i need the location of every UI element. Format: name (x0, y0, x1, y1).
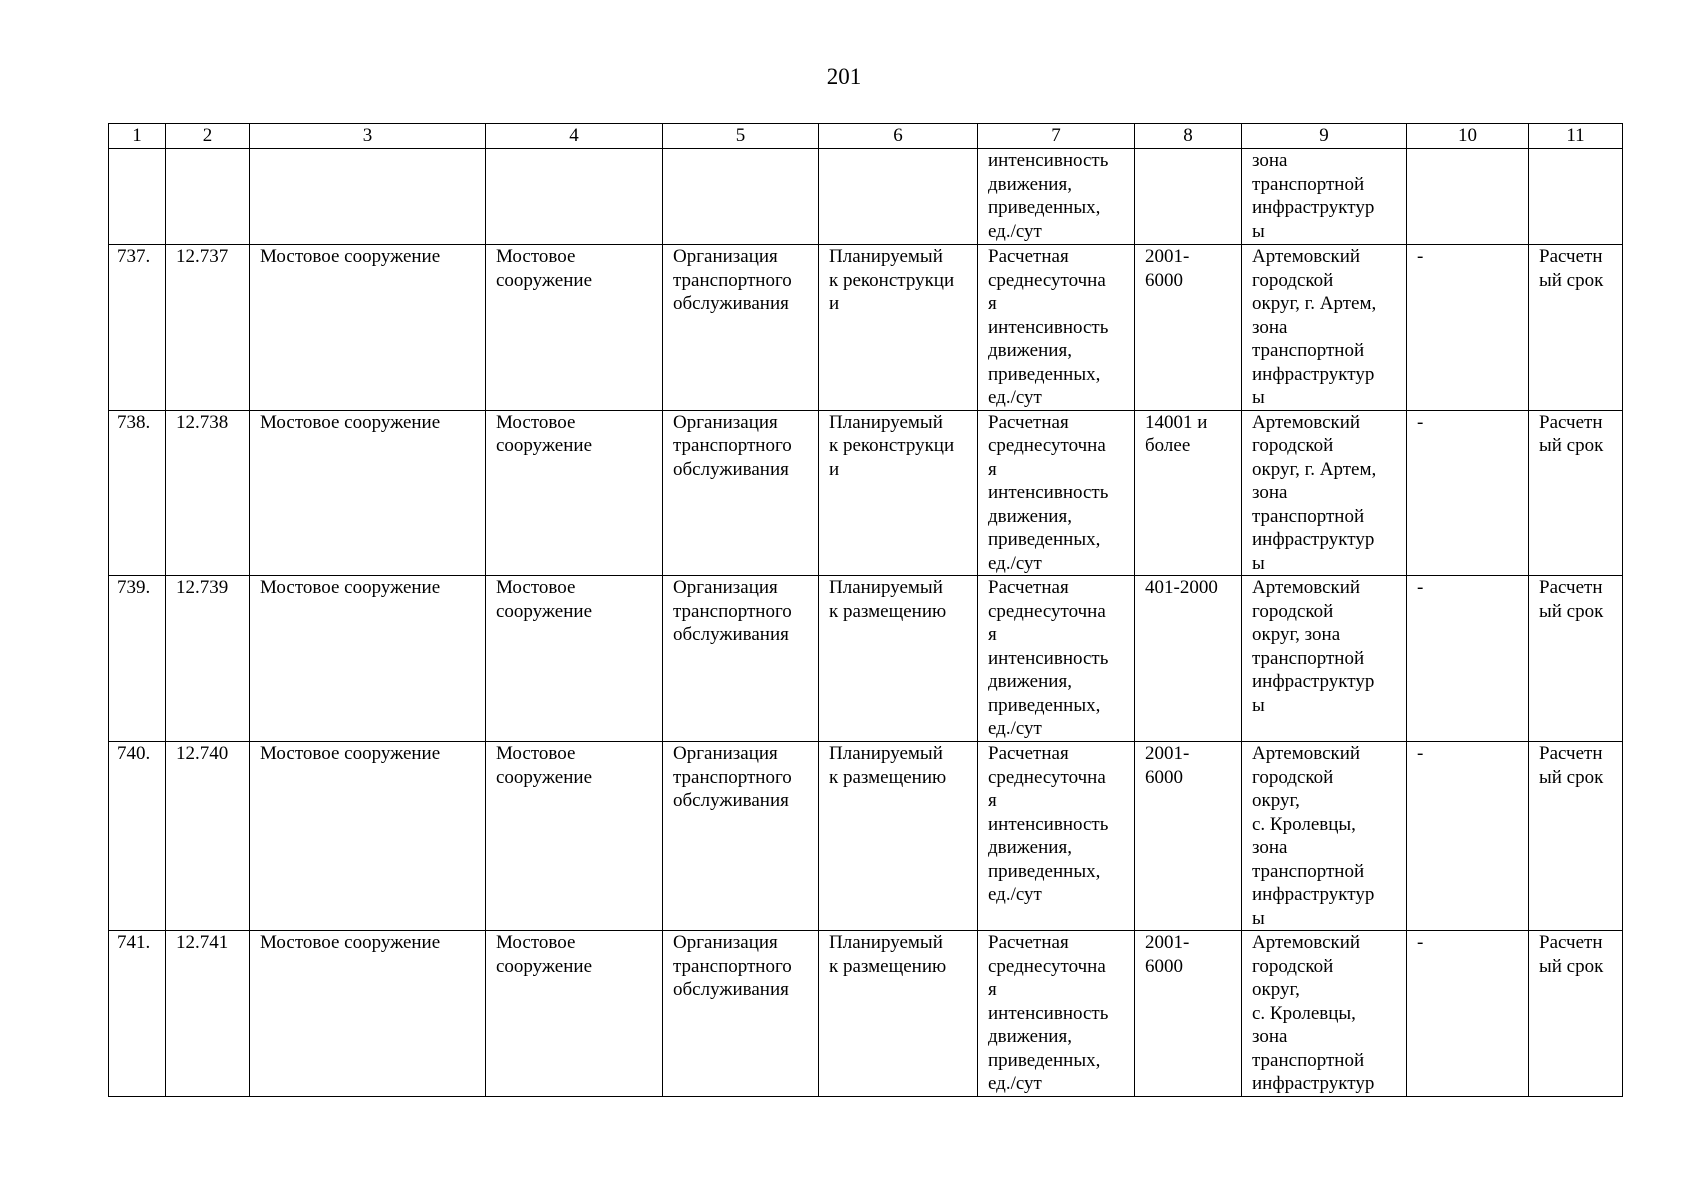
cell-value (1135, 149, 1242, 245)
cell-purpose: Организация транспортного обслуживания (663, 931, 819, 1097)
cell-type: Мостовое сооружение (486, 576, 663, 742)
cell-location: зона транспортной инфраструктур ы (1242, 149, 1407, 245)
cell-location: Артемовский городской округ, с. Кролевцы, зона транспортной инфраструктур ы (1242, 742, 1407, 931)
cell-type: Мостовое сооружение (486, 245, 663, 411)
cell-term (1529, 149, 1623, 245)
cell-number: 740. (109, 742, 166, 931)
cell-location: Артемовский городской округ, зона транспортной инфраструктур ы (1242, 576, 1407, 742)
column-header-9: 9 (1242, 124, 1407, 149)
cell-location: Артемовский городской округ, г. Артем, зона транспортной инфраструктур ы (1242, 245, 1407, 411)
cell-name: Мостовое сооружение (250, 742, 486, 931)
column-header-7: 7 (978, 124, 1135, 149)
table-row (109, 410, 1623, 576)
page-number: 201 (826, 64, 862, 89)
cell-status: Планируемый к размещению (819, 742, 978, 931)
cell-code: 12.740 (166, 742, 250, 931)
table-row (109, 576, 1623, 742)
cell-value: 2001- 6000 (1135, 245, 1242, 411)
cell-code: 12.738 (166, 410, 250, 576)
cell-code: 12.739 (166, 576, 250, 742)
cell-term: Расчетн ый срок (1529, 410, 1623, 576)
cell-status: Планируемый к размещению (819, 931, 978, 1097)
cell-zone (1407, 149, 1529, 245)
cell-status: Планируемый к реконструкци и (819, 245, 978, 411)
cell-name: Мостовое сооружение (250, 576, 486, 742)
cell-zone: - (1407, 245, 1529, 411)
cell-type: Мостовое сооружение (486, 742, 663, 931)
cell-type: Мостовое сооружение (486, 931, 663, 1097)
cell-type: Мостовое сооружение (486, 410, 663, 576)
column-header-11: 11 (1529, 124, 1623, 149)
column-header-6: 6 (819, 124, 978, 149)
cell-number: 737. (109, 245, 166, 411)
cell-characteristic: интенсивность движения, приведенных, ед./сут (978, 149, 1135, 245)
cell-code: 12.741 (166, 931, 250, 1097)
cell-zone: - (1407, 576, 1529, 742)
column-header-10: 10 (1407, 124, 1529, 149)
cell-term: Расчетн ый срок (1529, 576, 1623, 742)
table-row (109, 742, 1623, 931)
cell-status (819, 149, 978, 245)
cell-name (250, 149, 486, 245)
cell-name: Мостовое сооружение (250, 931, 486, 1097)
cell-code: 12.737 (166, 245, 250, 411)
table-row (109, 245, 1623, 411)
cell-purpose: Организация транспортного обслуживания (663, 410, 819, 576)
cell-term: Расчетн ый срок (1529, 742, 1623, 931)
column-header-4: 4 (486, 124, 663, 149)
column-header-2: 2 (166, 124, 250, 149)
cell-purpose: Организация транспортного обслуживания (663, 245, 819, 411)
column-header-5: 5 (663, 124, 819, 149)
cell-term: Расчетн ый срок (1529, 245, 1623, 411)
cell-status: Планируемый к размещению (819, 576, 978, 742)
column-header-8: 8 (1135, 124, 1242, 149)
cell-characteristic: Расчетная среднесуточна я интенсивность движения, приведенных, ед./сут (978, 410, 1135, 576)
column-header-3: 3 (250, 124, 486, 149)
cell-type (486, 149, 663, 245)
registry-table (108, 123, 1623, 1097)
cell-name: Мостовое сооружение (250, 245, 486, 411)
header-row (109, 124, 1623, 149)
cell-term: Расчетн ый срок (1529, 931, 1623, 1097)
cell-purpose: Организация транспортного обслуживания (663, 742, 819, 931)
cell-zone: - (1407, 410, 1529, 576)
table-row (109, 931, 1623, 1097)
cell-characteristic: Расчетная среднесуточна я интенсивность движения, приведенных, ед./сут (978, 931, 1135, 1097)
continuation-row (109, 149, 1623, 245)
cell-characteristic: Расчетная среднесуточна я интенсивность движения, приведенных, ед./сут (978, 742, 1135, 931)
cell-zone: - (1407, 931, 1529, 1097)
cell-value: 14001 и более (1135, 410, 1242, 576)
cell-value: 401-2000 (1135, 576, 1242, 742)
cell-purpose: Организация транспортного обслуживания (663, 576, 819, 742)
cell-status: Планируемый к реконструкци и (819, 410, 978, 576)
cell-code (166, 149, 250, 245)
cell-characteristic: Расчетная среднесуточна я интенсивность движения, приведенных, ед./сут (978, 245, 1135, 411)
column-header-1: 1 (109, 124, 166, 149)
cell-name: Мостовое сооружение (250, 410, 486, 576)
cell-value: 2001- 6000 (1135, 742, 1242, 931)
cell-location: Артемовский городской округ, с. Кролевцы, зона транспортной инфраструктур (1242, 931, 1407, 1097)
cell-zone: - (1407, 742, 1529, 931)
cell-number (109, 149, 166, 245)
cell-number: 741. (109, 931, 166, 1097)
cell-purpose (663, 149, 819, 245)
cell-characteristic: Расчетная среднесуточна я интенсивность движения, приведенных, ед./сут (978, 576, 1135, 742)
cell-number: 739. (109, 576, 166, 742)
cell-location: Артемовский городской округ, г. Артем, зона транспортной инфраструктур ы (1242, 410, 1407, 576)
cell-value: 2001- 6000 (1135, 931, 1242, 1097)
cell-number: 738. (109, 410, 166, 576)
